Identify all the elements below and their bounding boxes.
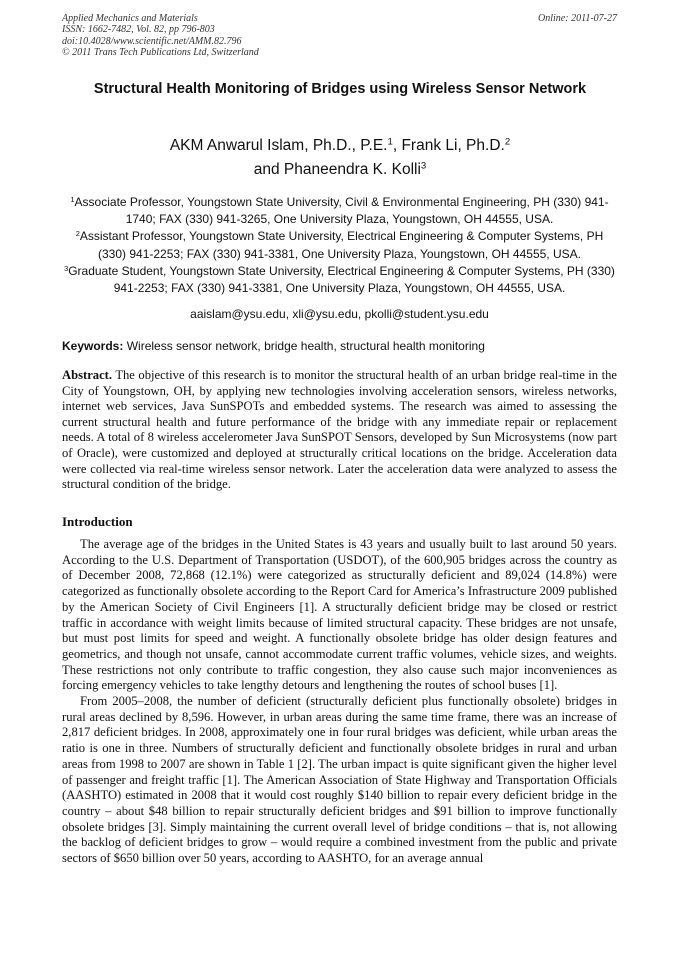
author-3-sup: 3 bbox=[420, 160, 427, 172]
affiliations bbox=[62, 194, 617, 297]
author-line-1 bbox=[70, 134, 610, 158]
affiliation-3-text: Graduate Student, Youngstown State University, Electrical Engineering & Computer Systems, PH (330) 941-2253; FAX (330) 941-3381, One University Plaza, Youngstown, OH 44555, USA. bbox=[68, 263, 615, 296]
abstract-text: The objective of this research is to monitor the structural health of an urban bridge real-time in the City of Youngstown, OH, by applying new technologies involving acceleration sensors, wireless networks, internet web services, Java SunSPOTs and embedded systems. The research was aimed to assessing the current structural health and future performance of the bridge with any immediate repair or replacement needs. A total of 8 wireless accelerometer Java SunSPOT Sensors, developed by Sun Microsystems (now part of Oracle), were customized and deployed at structurally critical locations on the bridge. Acceleration data were collected via real-time wireless sensor network. Later the acceleration data were analyzed to assess the structural condition of the bridge. bbox=[62, 368, 618, 492]
keywords-text: Wireless sensor network, bridge health, structural health monitoring bbox=[126, 339, 485, 353]
journal-header bbox=[62, 13, 617, 59]
affiliation-3 bbox=[62, 263, 617, 297]
copyright-line: © 2011 Trans Tech Publications Ltd, Switzerland bbox=[62, 47, 259, 59]
author-line-2 bbox=[70, 158, 610, 182]
affiliation-2-text: Assistant Professor, Youngstown State University, Electrical Engineering & Computer Systems, PH (330) 941-2253; FAX (330) 941-3381, One University Plaza, Youngstown, OH 44555, USA. bbox=[79, 229, 604, 261]
online-date: Online: 2011-07-27 bbox=[538, 13, 617, 24]
affiliation-1-text: Associate Professor, Youngstown State University, Civil & Environmental Engineering, PH (330) 941-1740; FAX (330) 941-3265, One University Plaza, Youngstown, OH 44555, USA. bbox=[74, 195, 609, 227]
author-1-sup: 1 bbox=[387, 136, 393, 148]
introduction-body bbox=[62, 537, 617, 867]
abstract-label: Abstract. bbox=[62, 368, 113, 382]
affiliation-1 bbox=[62, 194, 617, 228]
doi-line: doi:10.4028/www.scientific.net/AMM.82.796 bbox=[62, 35, 242, 47]
journal-name: Applied Mechanics and Materials bbox=[62, 13, 198, 24]
author-list bbox=[70, 134, 610, 182]
affiliation-3-sup: 3 bbox=[64, 263, 69, 273]
section-heading-introduction: Introduction bbox=[62, 514, 133, 529]
issn-line: ISSN: 1662-7482, Vol. 82, pp 796-803 bbox=[62, 24, 215, 36]
intro-paragraph-2: From 2005–2008, the number of deficient (structurally deficient plus functionally obsolete) bridges in rural areas declined by 8,596. However, in urban areas during the same time frame, there was an increase of 2,817 deficient bridges. In 2008, approximately one in four rural bridges was deficient, while urban areas the ratio is one in three. Numbers of structurally deficient and functionally obsolete bridges in rural and urban areas from 1998 to 2007 are shown in Table 1 [2]. The urban impact is quite significant given the higher level of passenger and freight traffic [1]. The American Association of State Highway and Transportation Officials (AASHTO) estimated in 2008 that it would cost roughly $140 billion to repair every deficient bridge in the country – about $48 billion to repair structurally deficient bridges and $91 billion to improve functionally obsolete bridges [3]. Simply maintaining the current overall level of bridge conditions – that is, not allowing the backlog of deficient bridges to grow – would require a combined investment from the public and private sectors of $650 billion over 50 years, according to AASHTO, for an average annual bbox=[62, 694, 617, 866]
author-2-sup: 2 bbox=[504, 136, 511, 148]
author-3-name: and Phaneendra K. Kolli bbox=[253, 161, 421, 178]
affiliation-1-sup: 1 bbox=[70, 194, 75, 204]
keywords bbox=[62, 339, 617, 353]
abstract bbox=[62, 368, 617, 493]
author-emails: aaislam@ysu.edu, xli@ysu.edu, pkolli@student.ysu.edu bbox=[190, 307, 489, 321]
paper-title: Structural Health Monitoring of Bridges using Wireless Sensor Network bbox=[93, 81, 587, 97]
author-2-name: , Frank Li, Ph.D. bbox=[392, 137, 505, 154]
author-1-name: AKM Anwarul Islam, Ph.D., P.E. bbox=[169, 137, 388, 154]
intro-paragraph-1: The average age of the bridges in the United States is 43 years and usually built to last around 50 years. According to the U.S. Department of Transportation (USDOT), of the 600,905 bridges across the country as of December 2008, 72,868 (12.1%) were categorized as structurally deficient and 89,024 (14.8%) were categorized as functionally obsolete according to the Report Card for America’s Infrastructure 2009 published by the American Society of Civil Engineers [1]. A structurally deficient bridge may be closed or restrict traffic in accordance with weight limits because of limited structural capacity. These bridges are not unsafe, but must post limits for speed and weight. A functionally obsolete bridge has older design features and geometrics, and though not unsafe, cannot accommodate current traffic volumes, vehicle sizes, and weights. These restrictions not only contribute to traffic congestion, they also cause such major inconveniences as forcing emergency vehicles to take lengthy detours and lengthening the routes of school buses [1]. bbox=[62, 537, 617, 693]
affiliation-2 bbox=[62, 228, 617, 262]
affiliation-2-sup: 2 bbox=[75, 229, 80, 239]
keywords-label: Keywords: bbox=[62, 339, 124, 353]
